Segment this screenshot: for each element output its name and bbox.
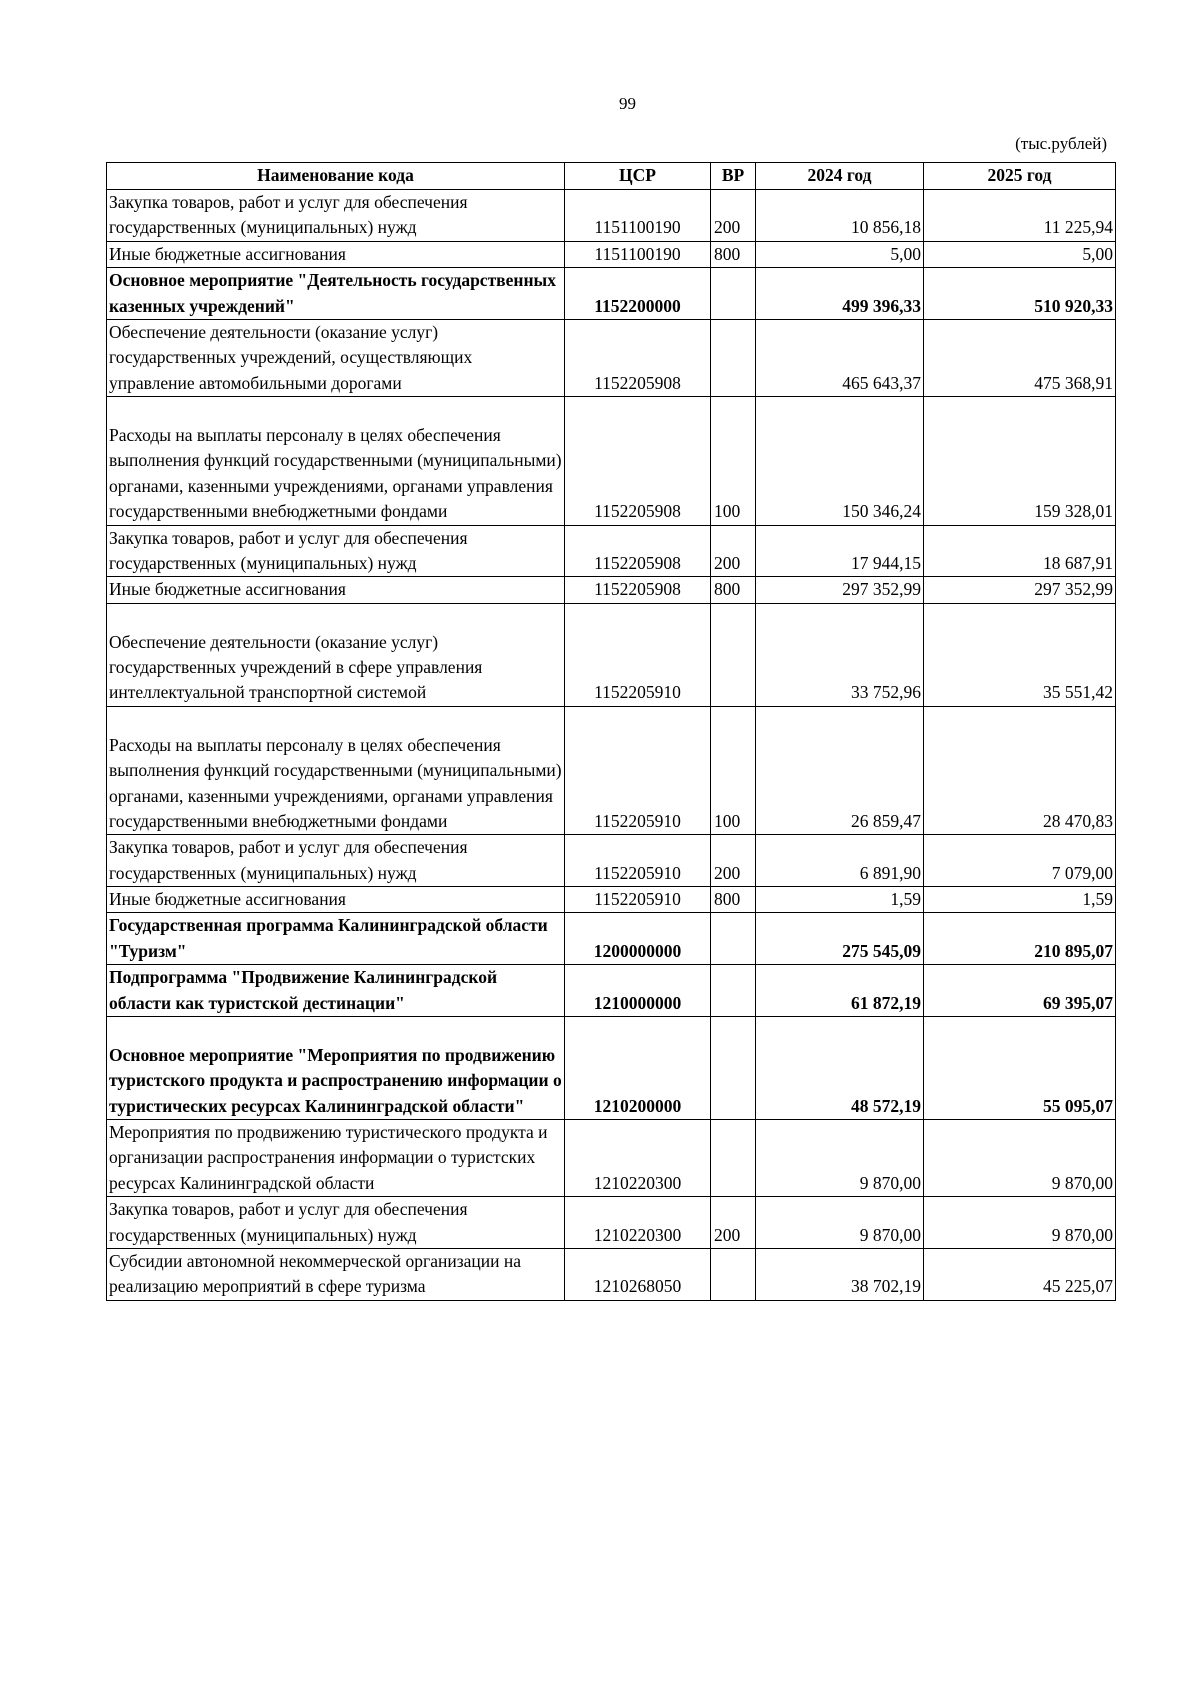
- row-value-2025: 297 352,99: [924, 577, 1116, 603]
- row-name: [107, 603, 565, 706]
- row-value-2024: 9 870,00: [756, 1120, 924, 1197]
- row-name: [107, 1016, 565, 1119]
- table-row: [107, 603, 1116, 706]
- row-csr: 1210220300: [565, 1120, 711, 1197]
- row-name: Государственная программа Калининградской области "Туризм": [107, 913, 565, 965]
- row-value-2024: 26 859,47: [756, 706, 924, 835]
- table-row: [107, 577, 1116, 603]
- row-value-2025: 69 395,07: [924, 965, 1116, 1017]
- row-vr: [711, 965, 756, 1017]
- row-value-2025: 45 225,07: [924, 1248, 1116, 1300]
- table-row: [107, 835, 1116, 887]
- table-row: [107, 965, 1116, 1017]
- row-value-2024: 5,00: [756, 241, 924, 267]
- row-vr: 100: [711, 706, 756, 835]
- row-value-2024: 48 572,19: [756, 1016, 924, 1119]
- row-csr: 1210200000: [565, 1016, 711, 1119]
- row-value-2024: 150 346,24: [756, 397, 924, 526]
- table-body: [107, 190, 1116, 1301]
- row-csr: 1210220300: [565, 1197, 711, 1249]
- header-2024: 2024 год: [756, 163, 924, 190]
- row-vr: 100: [711, 397, 756, 526]
- row-value-2025: 510 920,33: [924, 268, 1116, 320]
- row-vr: 200: [711, 525, 756, 577]
- row-vr: 800: [711, 577, 756, 603]
- row-name: Субсидии автономной некоммерческой организации на реализацию мероприятий в сфере туризма: [107, 1248, 565, 1300]
- row-spacer: [109, 397, 562, 423]
- row-value-2024: 17 944,15: [756, 525, 924, 577]
- table-row: [107, 268, 1116, 320]
- row-name-text: Обеспечение деятельности (оказание услуг) государственных учреждений в сфере управления интеллектуальной транспортной системой: [109, 631, 483, 703]
- header-vr: ВР: [711, 163, 756, 190]
- row-vr: [711, 268, 756, 320]
- row-name: [107, 397, 565, 526]
- row-csr: 1152205908: [565, 319, 711, 396]
- row-name: Иные бюджетные ассигнования: [107, 577, 565, 603]
- row-name: Подпрограмма "Продвижение Калининградской области как туристской дестинации": [107, 965, 565, 1017]
- row-csr: 1200000000: [565, 913, 711, 965]
- row-vr: 200: [711, 1197, 756, 1249]
- row-csr: 1152205908: [565, 577, 711, 603]
- row-value-2024: 1,59: [756, 887, 924, 913]
- table-row: [107, 319, 1116, 396]
- table-header-row: [107, 163, 1116, 190]
- row-value-2024: 275 545,09: [756, 913, 924, 965]
- row-name-text: Расходы на выплаты персоналу в целях обеспечения выполнения функций государственными (муниципальными) органами, казенными учреждениями, органами управления государственными внебюджетными фондами: [109, 425, 562, 522]
- row-name: Закупка товаров, работ и услуг для обеспечения государственных (муниципальных) нужд: [107, 835, 565, 887]
- row-value-2025: 1,59: [924, 887, 1116, 913]
- row-value-2024: 9 870,00: [756, 1197, 924, 1249]
- row-name-text: Основное мероприятие "Мероприятия по продвижению туристского продукта и распространению информации о туристических ресурсах Калининградской области": [109, 1044, 562, 1116]
- row-name: Иные бюджетные ассигнования: [107, 241, 565, 267]
- row-value-2025: 7 079,00: [924, 835, 1116, 887]
- row-value-2024: 33 752,96: [756, 603, 924, 706]
- row-spacer: [109, 707, 562, 733]
- row-value-2025: 35 551,42: [924, 603, 1116, 706]
- row-vr: [711, 1016, 756, 1119]
- row-value-2025: 9 870,00: [924, 1120, 1116, 1197]
- row-vr: 800: [711, 241, 756, 267]
- row-csr: 1152200000: [565, 268, 711, 320]
- row-spacer: [109, 604, 562, 630]
- row-name: Обеспечение деятельности (оказание услуг) государственных учреждений, осуществляющих управление автомобильными дорогами: [107, 319, 565, 396]
- row-csr: 1151100190: [565, 190, 711, 242]
- row-csr: 1210268050: [565, 1248, 711, 1300]
- row-name-text: Расходы на выплаты персоналу в целях обеспечения выполнения функций государственными (муниципальными) органами, казенными учреждениями, органами управления государственными внебюджетными фондами: [109, 734, 562, 831]
- table-row: [107, 887, 1116, 913]
- row-value-2025: 5,00: [924, 241, 1116, 267]
- table-row: [107, 1016, 1116, 1119]
- row-spacer: [109, 1017, 562, 1043]
- row-value-2024: 465 643,37: [756, 319, 924, 396]
- table-row: [107, 1248, 1116, 1300]
- table-row: [107, 525, 1116, 577]
- row-name: Основное мероприятие "Деятельность государственных казенных учреждений": [107, 268, 565, 320]
- row-value-2025: 210 895,07: [924, 913, 1116, 965]
- row-value-2025: 28 470,83: [924, 706, 1116, 835]
- page-number: 99: [619, 94, 636, 113]
- row-value-2025: 18 687,91: [924, 525, 1116, 577]
- table-row: [107, 1120, 1116, 1197]
- table-row: [107, 1197, 1116, 1249]
- row-csr: 1152205908: [565, 525, 711, 577]
- row-csr: 1152205910: [565, 706, 711, 835]
- table-row: [107, 706, 1116, 835]
- header-name: Наименование кода: [107, 163, 565, 190]
- row-name: Мероприятия по продвижению туристического продукта и организации распространения информации о туристских ресурсах Калининградской области: [107, 1120, 565, 1197]
- row-name: Закупка товаров, работ и услуг для обеспечения государственных (муниципальных) нужд: [107, 1197, 565, 1249]
- header-2025: 2025 год: [924, 163, 1116, 190]
- row-name: Закупка товаров, работ и услуг для обеспечения государственных (муниципальных) нужд: [107, 190, 565, 242]
- row-value-2025: 159 328,01: [924, 397, 1116, 526]
- table-row: [107, 241, 1116, 267]
- row-name: Иные бюджетные ассигнования: [107, 887, 565, 913]
- row-value-2024: 499 396,33: [756, 268, 924, 320]
- row-value-2024: 38 702,19: [756, 1248, 924, 1300]
- row-value-2025: 475 368,91: [924, 319, 1116, 396]
- row-csr: 1210000000: [565, 965, 711, 1017]
- row-value-2024: 297 352,99: [756, 577, 924, 603]
- row-name: Закупка товаров, работ и услуг для обеспечения государственных (муниципальных) нужд: [107, 525, 565, 577]
- row-value-2024: 6 891,90: [756, 835, 924, 887]
- row-csr: 1152205908: [565, 397, 711, 526]
- row-value-2024: 61 872,19: [756, 965, 924, 1017]
- row-vr: 200: [711, 835, 756, 887]
- row-value-2025: 55 095,07: [924, 1016, 1116, 1119]
- row-name: [107, 706, 565, 835]
- row-value-2024: 10 856,18: [756, 190, 924, 242]
- row-vr: [711, 603, 756, 706]
- unit-label: (тыс.рублей): [1015, 134, 1107, 153]
- header-csr: ЦСР: [565, 163, 711, 190]
- row-vr: 200: [711, 190, 756, 242]
- budget-table: [106, 162, 1116, 1301]
- row-vr: [711, 319, 756, 396]
- row-value-2025: 9 870,00: [924, 1197, 1116, 1249]
- row-value-2025: 11 225,94: [924, 190, 1116, 242]
- row-csr: 1152205910: [565, 835, 711, 887]
- row-csr: 1152205910: [565, 603, 711, 706]
- table-row: [107, 397, 1116, 526]
- row-vr: 800: [711, 887, 756, 913]
- row-csr: 1151100190: [565, 241, 711, 267]
- row-vr: [711, 913, 756, 965]
- row-vr: [711, 1120, 756, 1197]
- row-csr: 1152205910: [565, 887, 711, 913]
- table-row: [107, 913, 1116, 965]
- row-vr: [711, 1248, 756, 1300]
- table-row: [107, 190, 1116, 242]
